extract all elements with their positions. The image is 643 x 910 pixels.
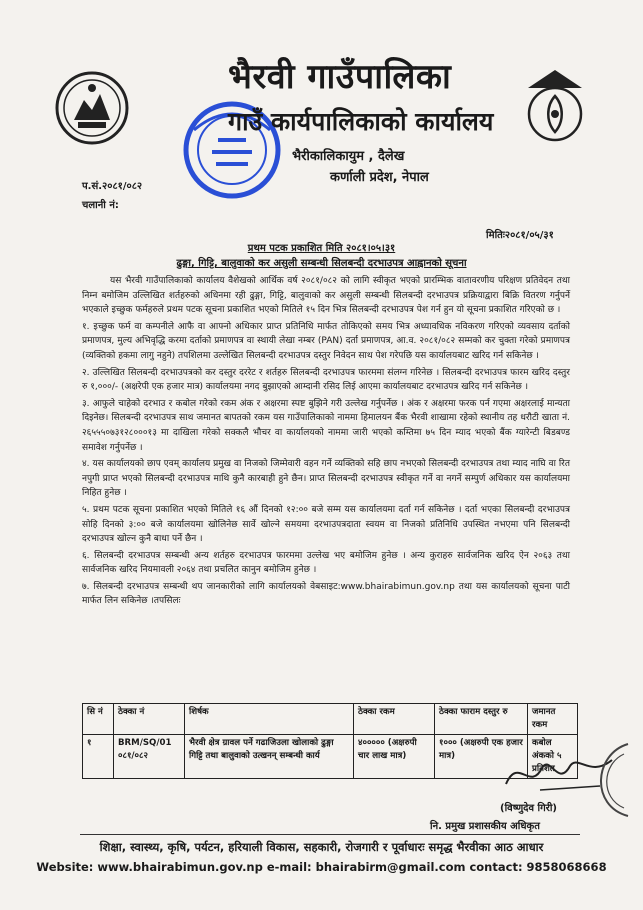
clause-2: २. उल्लिखित सिलबन्दी दरभाउपत्रको कर दस्तुर दररेट र शर्तहरु सिलबन्दी दरभाउपत्र फारममा संलग्न गरिनेछ । सिलबन्दी दरभाउपत्र फारम खरिद दस्तुर रु १,०००/- (अक्षरेपी एक हजार मात्र) कार्यालयमा नगद बुझाएको आम्दानी रसिद लिई आएमा कार्यालयबाट दरभाउपत्र खरिद गर्न सकिनेछ । — [82, 367, 570, 393]
col-header-deposit: जमानत रकम — [528, 704, 578, 735]
col-header-contract-no: ठेक्का नं — [114, 704, 185, 735]
col-header-title: शिर्षक — [185, 704, 354, 735]
table-header-row — [83, 704, 578, 735]
cell-amount: ४००००० (अक्षरुपी चार लाख मात्र) — [354, 735, 435, 779]
officer-stamp-icon — [584, 740, 630, 820]
col-header-form-fee: ठेक्का फाराम दस्तुर रु — [435, 704, 528, 735]
publish-date-line: प्रथम पटक प्रकाशित मिति २०८१।०५।३१ — [247, 243, 396, 254]
col-header-amount: ठेक्का रकम — [354, 704, 435, 735]
footer-divider — [80, 834, 580, 835]
address-line-2: कर्णाली प्रदेश, नेपाल — [330, 170, 429, 185]
signatory-role: नि. प्रमुख प्रशासकीय अधिकृत — [430, 821, 540, 832]
cell-form-fee: १००० (अक्षरुपी एक हजार मात्र) — [435, 735, 528, 779]
address-line-1: भैरीकालिकायुम , दैलेख — [292, 149, 405, 164]
signatory-name: (विष्णुदेव गिरी) — [500, 803, 557, 814]
clause-3: ३. आफुले चाहेको दरभाउ र कबोल गरेको रकम अंक र अक्षरमा स्पष्ट बुझिने गरी उल्लेख गर्नुपर्नेछ । अंक र अक्षरमा फरक पर्न गएमा अक्षरलाई मान्यता दिइनेछ। सिलबन्दी दरभाउपत्र साथ जमानत बापतको रकम यस गाउँपालिकाको नाममा हिमालयन बैंक भैरवी शाखामा रहेको स्थानीय तह धरौटी खाता नं. २६५५५०७३१२८०००१३ मा दाखिला गरेको सक्कलै भौचर वा कार्यालयको नाममा जारी भएको कम्तिमा ७५ दिन म्याद भएको बैंक ग्यारेन्टी बिडबण्ड समावेश गर्नुपर्नेछ । — [82, 398, 570, 453]
clause-6: ६. सिलबन्दी दरभाउपत्र सम्बन्धी अन्य शर्तहरु दरभाउपत्र फारममा उल्लेख भए बमोजिम हुनेछ । अन्य कुराहरु सार्वजनिक खरिद ऐन २०६३ तथा सार्वजनिक खरिद नियमावली २०६४ तथा प्रचलित कानुन बमोजिम हुनेछ । — [82, 550, 570, 576]
clause-4: ४. यस कार्यालयको छाप एवम् कार्यालय प्रमुख वा निजको जिम्मेवारी वहन गर्ने व्यक्तिको सहि छाप नभएको सिलबन्दी दरभाउपत्र तथा म्याद नाघि वा रित नपुगी प्राप्त भएको सिलबन्दी दरभाउपत्र माथि कुनै कारबाही हुने छैन। प्राप्त सिलबन्दी दरभाउपत्र स्वीकृत गर्ने वा नगर्ने सम्पुर्ण अधिकार यस कार्यालयमा निहित हुनेछ । — [82, 459, 570, 499]
footer-motto: शिक्षा, स्वास्थ्य, कृषि, पर्यटन, हरियाली विकास, सहकारी, रोजगारी र पूर्वाधारः समृद्ध भैरवीका आठ आधार — [99, 840, 544, 854]
clause-5: ५. प्रथम पटक सूचना प्रकाशित भएको मितिले १६ औं दिनको १२:०० बजे सम्म यस कार्यालयमा दर्ता गर्न सकिनेछ । दर्ता भएका सिलबन्दी दरभाउपत्र सोहि दिनको ३:०० बजे कार्यालयमा खोलिनेछ सार्वे खोल्ने समयमा दरभाउपत्रदाता स्वयम वा निजको प्रतिनिधि उपस्थित नभएमा पनि सिलबन्दी दरभाउपत्र खोल्न कुनै बाधा पर्ने छैन । — [82, 504, 570, 545]
cell-contract-no: BRM/SQ/01 ०८१/०८२ — [114, 735, 185, 779]
cell-title: भैरवी क्षेत्र ग्रावल पर्ने गढाजिउला खोलाको ढुङ्गा गिट्टि तथा बालुवाको उत्खनन् सम्बन्धी कार्य — [185, 735, 354, 779]
office-subtitle: गाउँ कार्यपालिकाको कार्यालय — [228, 107, 494, 136]
clause-1: १. इच्छुक फर्म वा कम्पनीले आफै वा आफ्नो अधिकार प्राप्त प्रतिनिधि मार्फत तोकिएको समय भित्र अध्यावधिक नविकरण गरिएको व्यवसाय दर्ताको प्रमाणपत्र, मुल्य अभिवृद्धि करमा दर्ताको प्रमाणपत्र वा स्थायी लेखा नम्बर (PAN) दर्ता प्रमाणपत्र, आ.व. २०८१/०८२ सम्मको कर चुक्ता गरेको प्रमाणपत्र (व्यक्तिको हकमा लागु नहुने) तपशिलमा उल्लेखित सिलबन्दी दरभाउपत्र दस्तुर निवेदन साथ पेश गरेपछि यस कार्यालयबाट खरिद गर्न सकिनेछ । — [82, 321, 570, 361]
clause-7: ७. सिलबन्दी दरभाउपत्र सम्बन्धी थप जानकारीको लागि कार्यालयको वेबसाइट:www.bhairabimun.gov.np तथा यस कार्यालयको सूचना पाटी मार्फत लिन सकिनेछ ।तपसिलः — [82, 581, 570, 607]
cell-deposit: कबोल अंकको ५ प्रतिशत — [528, 735, 578, 779]
municipality-logo-icon — [520, 66, 590, 146]
notice-title: ढुङ्गा, गिट्टि, बालुवाको कर असुली सम्बन्धी सिलबन्दी दरभाउपत्र आह्वानको सूचना — [176, 258, 467, 269]
dispatch-number: चलानी नं: — [82, 200, 119, 211]
notice-intro: यस भैरवी गाउँपालिकाको कार्यालय वैशेखको आर्थिक वर्ष २०८१/०८२ को लागि स्वीकृत भएको प्रारम्भिक वातावरणीय परिक्षण प्रतिवेदन तथा निम्न बमोजिम उल्लिखित शर्तहरुको अधिनमा रही ढुङ्गा, गिट्टि, बालुवाको कर असुली सम्बन्धी सिलबन्दी दरभाउपत्र प्रक्रियाद्वारा बिक्रि वितरण गर्नुपर्ने भएकाले इच्छुक फर्महरुले प्रथम पटक सूचना प्रकाशित भएको मितिले १५ दिन भित्र सिलबन्दी दरभाउपत्र पेश गर्न हुन यो सूचना प्रकाशित गरिएको छ । — [82, 276, 570, 316]
government-emblem-icon — [54, 70, 130, 146]
cell-sn: १ — [83, 735, 114, 779]
col-header-sn: सि नं — [83, 704, 114, 735]
office-title: भैरवी गाउँपालिका — [228, 57, 452, 97]
footer-contact: Website: www.bhairabimun.gov.np e-mail: bhairabirm@gmail.com contact: 9858068668 — [36, 860, 607, 874]
document-date: मितिः२०८१/०५/३१ — [486, 230, 554, 241]
reference-number: प.सं.२०८१/०८२ — [82, 181, 143, 192]
notice-body — [82, 274, 570, 611]
